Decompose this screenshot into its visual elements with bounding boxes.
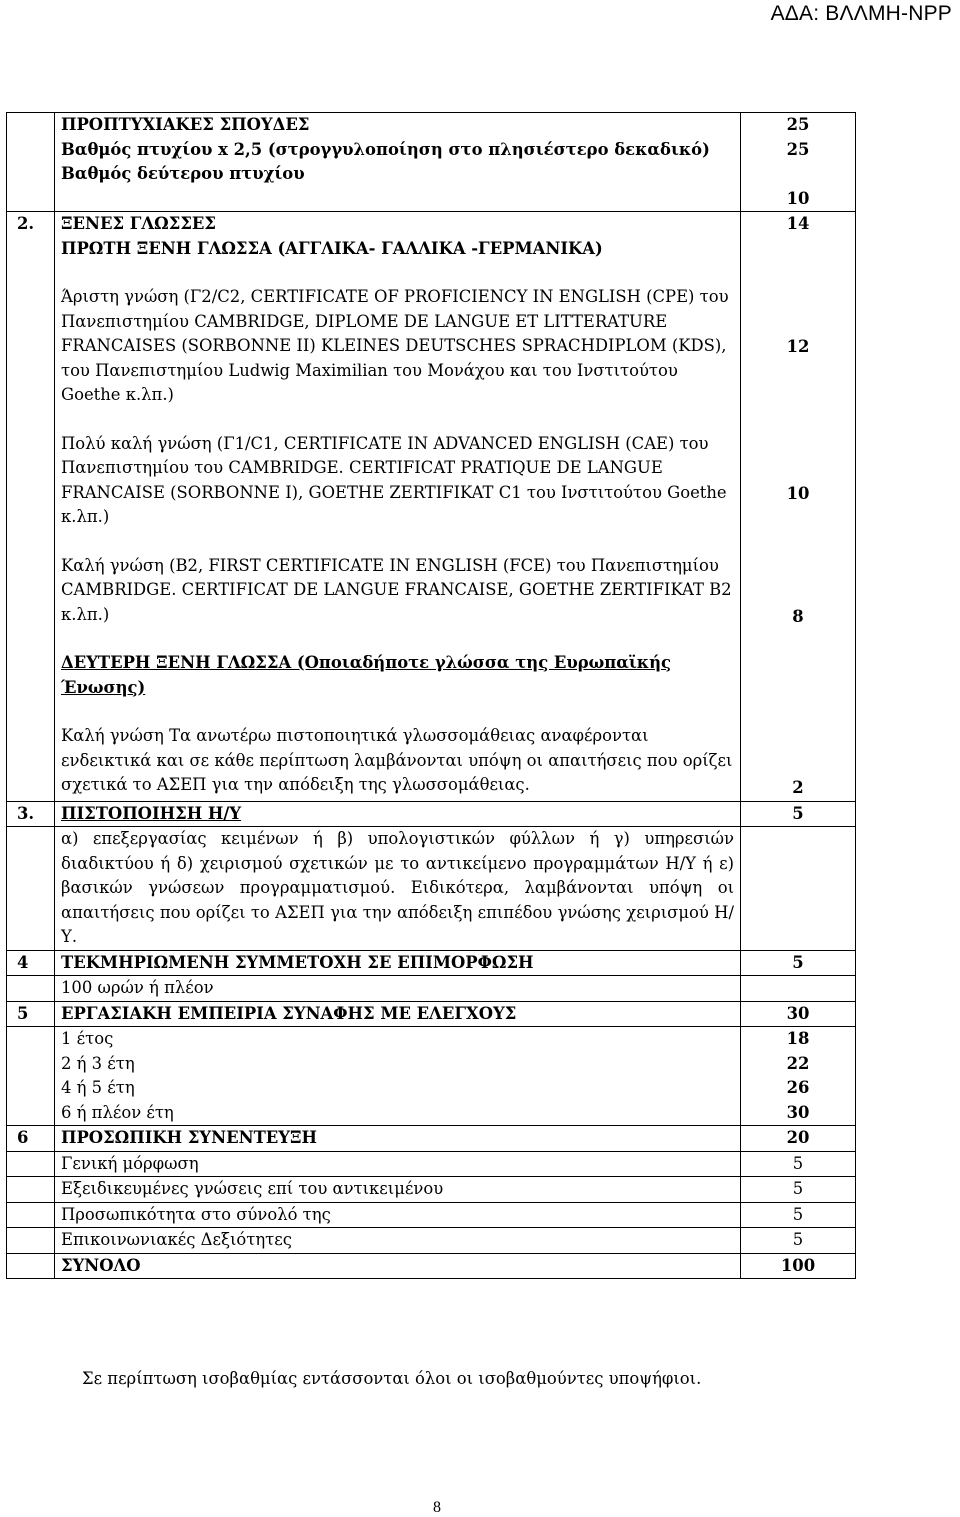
experience-points: 30 <box>741 1001 856 1027</box>
postgrad-grade: Βαθμός πτυχίου x 2,5 (στρογγυλοποίηση στο πλησιέστερο δεκαδικό) <box>61 139 710 159</box>
list-item: 1 έτος <box>61 1029 114 1048</box>
list-item: 4 ή 5 έτη <box>61 1078 135 1097</box>
total-points: 100 <box>741 1253 856 1279</box>
second-language-points: 2 <box>792 778 804 797</box>
postgrad-title-points: 25 <box>786 115 810 134</box>
postgrad-second-points: 10 <box>786 188 810 208</box>
interview-item-points: 5 <box>741 1202 856 1228</box>
index-cell: 3. <box>7 801 55 827</box>
table-row <box>7 1202 856 1228</box>
list-item-points: 30 <box>786 1102 810 1122</box>
table-row <box>7 950 856 976</box>
points-cell <box>741 212 856 802</box>
index-cell: 6 <box>7 1126 55 1152</box>
table-row <box>7 113 856 212</box>
table-row <box>7 827 856 951</box>
experience-title: ΕΡΓΑΣΙΑΚΗ ΕΜΠΕΙΡΙΑ ΣΥΝΑΦΗΣ ΜΕ ΕΛΕΓΧΟΥΣ <box>55 1001 741 1027</box>
table-row <box>7 1177 856 1203</box>
list-item: 2 ή 3 έτη <box>61 1053 135 1073</box>
points-cell <box>741 113 856 212</box>
index-cell <box>7 827 55 951</box>
points-cell <box>741 976 856 1002</box>
table-row <box>7 1027 856 1126</box>
table-row <box>7 1126 856 1152</box>
criterion-cell <box>55 212 741 802</box>
interview-item-points: 5 <box>741 1228 856 1254</box>
training-points: 5 <box>741 950 856 976</box>
list-item-points: 18 <box>786 1029 810 1048</box>
table-row <box>7 976 856 1002</box>
table-row <box>7 1228 856 1254</box>
index-cell: 2. <box>7 212 55 802</box>
criterion-cell <box>55 801 741 827</box>
list-item-points: 26 <box>786 1078 810 1097</box>
very-good-points: 10 <box>786 484 810 503</box>
good-knowledge-text: Καλή γνώση (B2, FIRST CERTIFICATE IN ENGLISH (FCE) του Πανεπιστημίου CAMBRIDGE. CERTIFICAT DE LANGUE FRANCAISE, GOETHE ZERTIFIKAT B2 κ.λπ.) <box>61 555 732 624</box>
scoring-table <box>6 112 856 1279</box>
table-row <box>7 801 856 827</box>
index-cell <box>7 1027 55 1126</box>
interview-title: ΠΡΟΣΩΠΙΚΗ ΣΥΝΕΝΤΕΥΞΗ <box>55 1126 741 1152</box>
good-points: 8 <box>792 606 804 626</box>
interview-item: Επικοινωνιακές Δεξιότητες <box>55 1228 741 1254</box>
it-title: ΠΙΣΤΟΠΟΙΗΣΗ Η/Υ <box>61 803 242 823</box>
postgrad-grade-points: 25 <box>786 139 810 159</box>
interview-item: Προσωπικότητα στο σύνολό της <box>55 1202 741 1228</box>
list-item: 6 ή πλέον έτη <box>61 1102 174 1122</box>
interview-item: Γενική μόρφωση <box>55 1151 741 1177</box>
first-language-title: ΠΡΩΤΗ ΞΕΝΗ ΓΛΩΣΣΑ (ΑΓΓΛΙΚΑ- ΓΑΛΛΙΚΑ -ΓΕΡΜΑΝΙΚΑ) <box>61 238 603 258</box>
postgrad-second: Βαθμός δεύτερου πτυχίου <box>61 164 305 183</box>
excellent-points: 12 <box>786 336 810 356</box>
experience-items-points <box>741 1027 856 1126</box>
it-points: 5 <box>741 801 856 827</box>
it-text: α) επεξεργασίας κειμένων ή β) υπολογιστικών φύλλων ή γ) υπηρεσιών διαδικτύου ή δ) χειρισμού σχετικών με το αντικείμενο προγραμμάτων Η/Υ ή ε) βασικών γνώσεων προγραμματισμού. Ειδικότερα, λαμβάνονται υπόψη οι απαιτήσεις που ορίζει το ΑΣΕΠ για την απόδειξη επιπέδου γνώσης χειρισμού Η/Υ. <box>55 827 741 951</box>
interview-item: Εξειδικευμένες γνώσεις επί του αντικειμένου <box>55 1177 741 1203</box>
training-title: ΤΕΚΜΗΡΙΩΜΕΝΗ ΣΥΜΜΕΤΟΧΗ ΣΕ ΕΠΙΜΟΡΦΩΣΗ <box>55 950 741 976</box>
postgrad-title: ΠΡΟΠΤΥΧΙΑΚΕΣ ΣΠΟΥΔΕΣ <box>61 115 310 134</box>
interview-points: 20 <box>741 1126 856 1152</box>
second-language-text: Καλή γνώση Τα ανωτέρω πιστοποιητικά γλωσσομάθειας αναφέρονται ενδεικτικά και σε κάθε περίπτωση λαμβάνονται υπόψη οι απαιτήσεις που ορίζει σχετικά το ΑΣΕΠ για την απόδειξη της γλωσσομάθειας. <box>61 726 733 794</box>
tie-note: Σε περίπτωση ισοβαθμίας εντάσσονται όλοι οι ισοβαθμούντες υποψήφιοι. <box>82 1369 702 1388</box>
table-row <box>7 1253 856 1279</box>
excellent-knowledge-text: Άριστη γνώση (Γ2/C2, CERTIFICATE OF PROFICIENCY IN ENGLISH (CPE) του Πανεπιστημίου CAMBRIDGE, DIPLOME DE LANGUE ET LITTERATURE FRANCAISES (SORBONNE II) KLEINES DEUTSCHES SPRACHDIPLOM (KDS), του Πανεπιστημίου Ludwig Maximilian του Μονάχου και του Ινστιτούτου Goethe κ.λπ.) <box>61 287 729 404</box>
index-cell <box>7 1151 55 1177</box>
index-cell: 5 <box>7 1001 55 1027</box>
list-item-points: 22 <box>786 1053 810 1073</box>
points-cell <box>741 827 856 951</box>
index-cell <box>7 1228 55 1254</box>
index-cell <box>7 976 55 1002</box>
languages-title-points: 14 <box>786 214 810 233</box>
second-language-title: ΔΕΥΤΕΡΗ ΞΕΝΗ ΓΛΩΣΣΑ (Οποιαδήποτε γλώσσα της Ευρωπαϊκής Ένωσης) <box>61 653 671 697</box>
table-row <box>7 1151 856 1177</box>
table-row <box>7 1001 856 1027</box>
index-cell <box>7 113 55 212</box>
experience-items <box>55 1027 741 1126</box>
total-label: ΣΥΝΟΛΟ <box>55 1253 741 1279</box>
table-row <box>7 212 856 802</box>
interview-item-points: 5 <box>741 1177 856 1203</box>
index-cell <box>7 1177 55 1203</box>
index-cell <box>7 1253 55 1279</box>
languages-title: ΞΕΝΕΣ ΓΛΩΣΣΕΣ <box>61 214 216 233</box>
very-good-knowledge-text: Πολύ καλή γνώση (Γ1/C1, CERTIFICATE IN ADVANCED ENGLISH (CAE) του Πανεπιστημίου του CAMBRIDGE. CERTIFICAT PRATIQUE DE LANGUE FRANCAISE (SORBONNE I), GOETHE ZERTIFIKAT C1 του Ινστιτούτου Goethe κ.λπ.) <box>61 433 727 526</box>
criterion-cell <box>55 113 741 212</box>
interview-item-points: 5 <box>741 1151 856 1177</box>
index-cell <box>7 1202 55 1228</box>
index-cell: 4 <box>7 950 55 976</box>
training-text: 100 ωρών ή πλέον <box>55 976 741 1002</box>
page-number: 8 <box>433 1499 441 1516</box>
ada-code: ΑΔΑ: ΒΛΛΜΗ-ΝΡΡ <box>770 2 952 25</box>
